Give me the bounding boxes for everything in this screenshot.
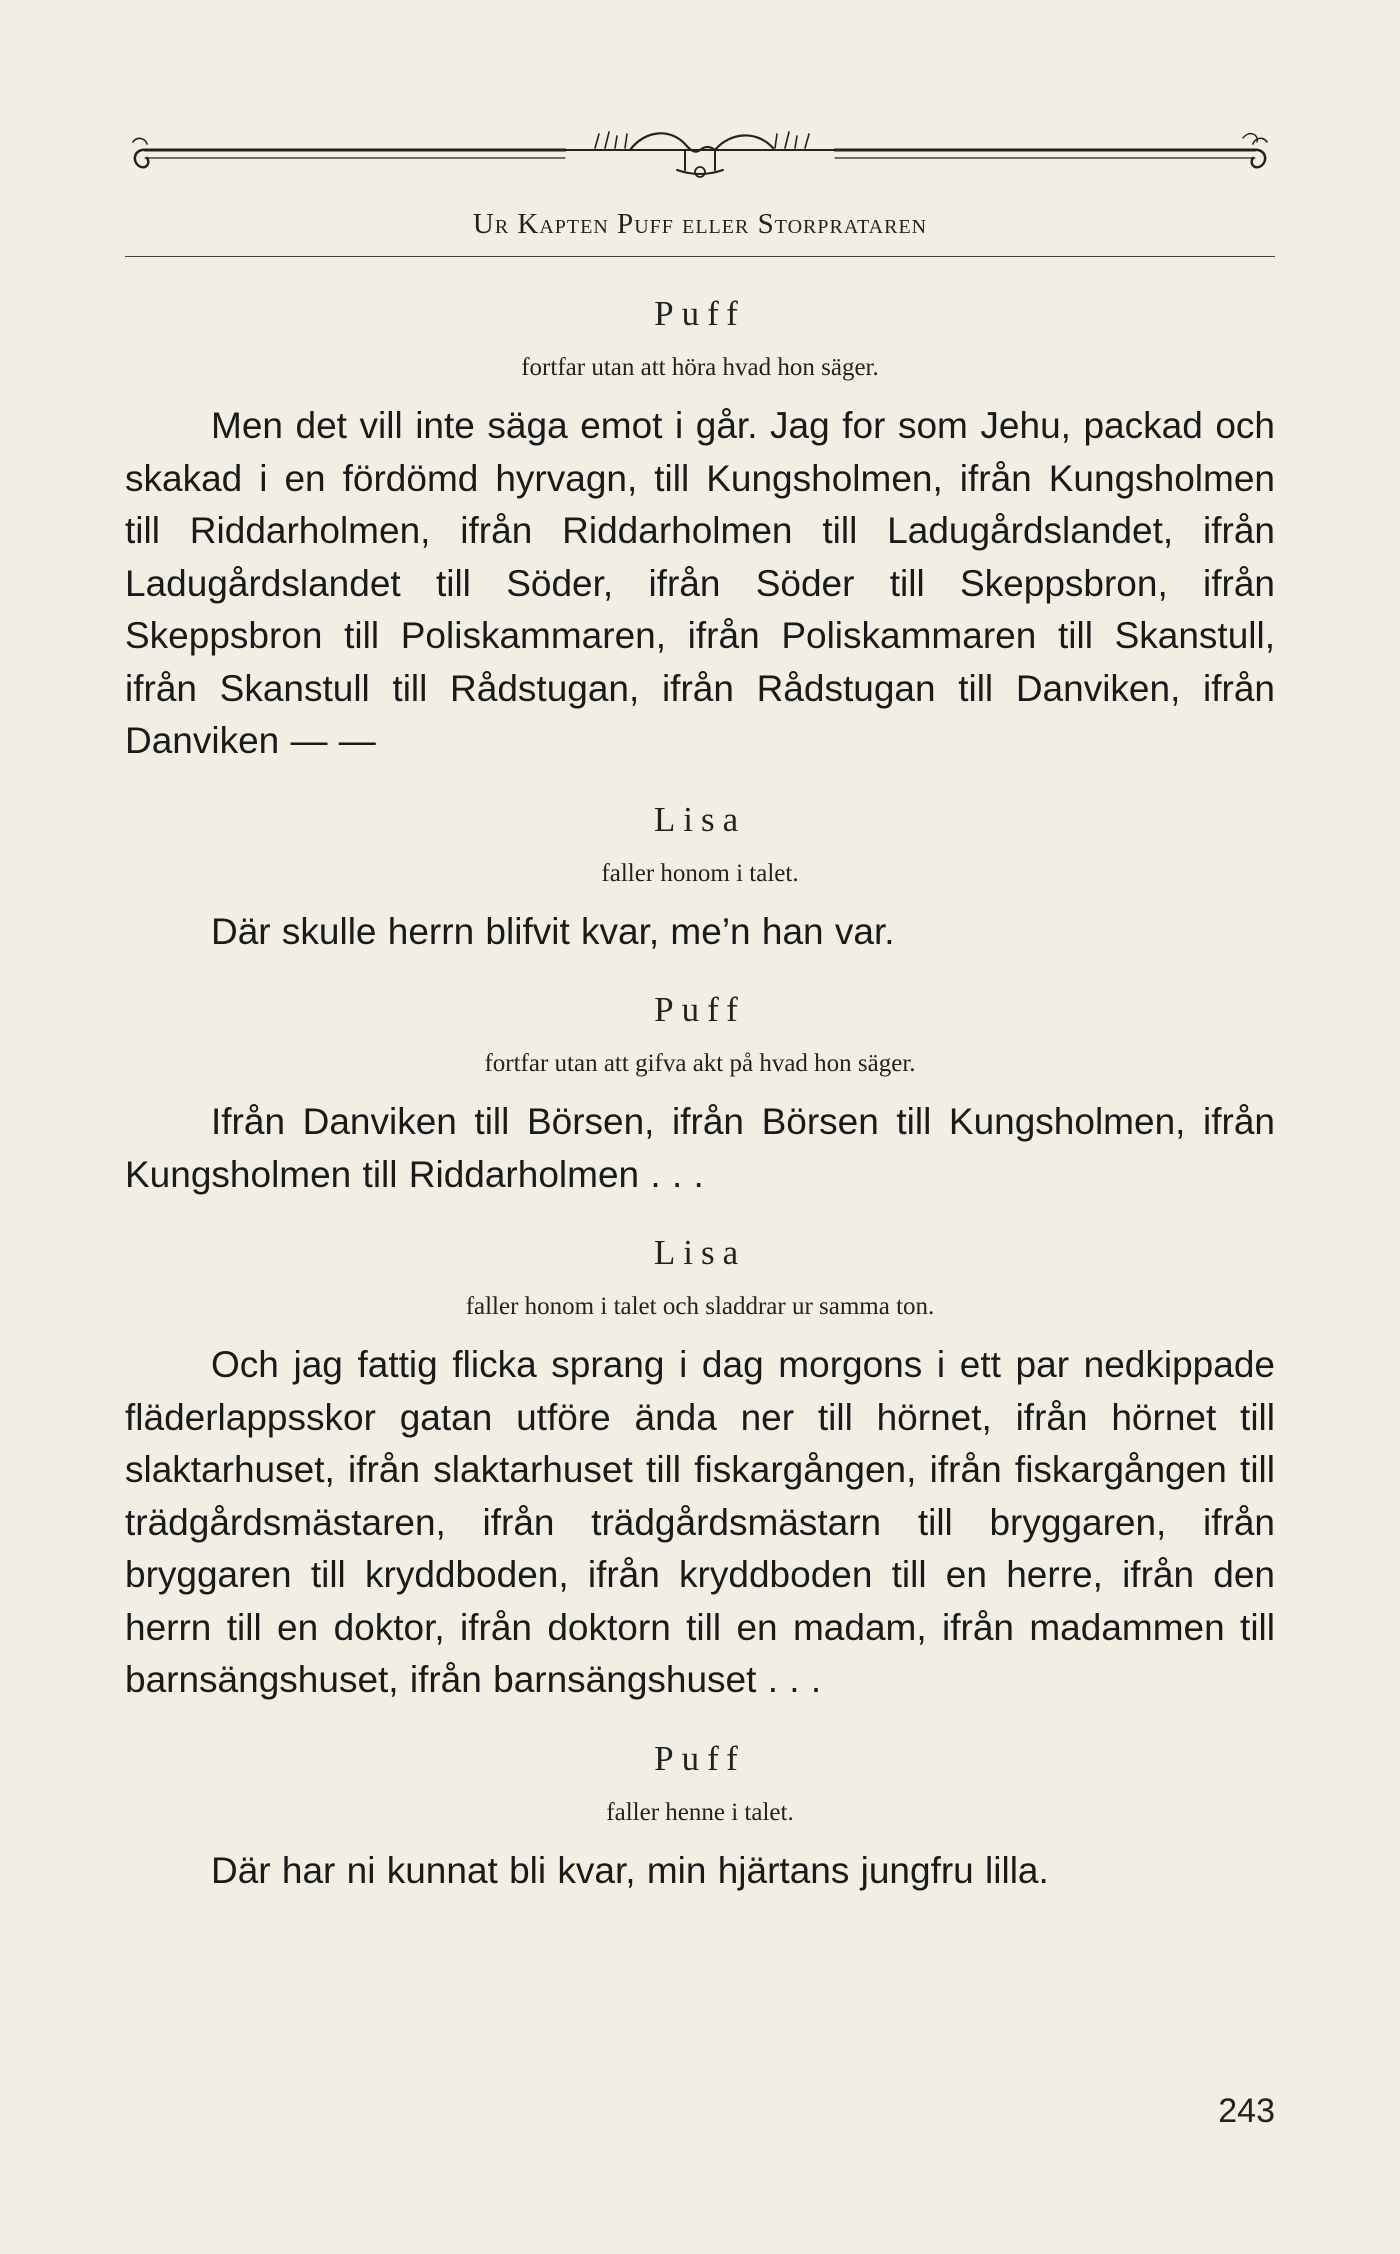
speaker-name: Puff — [654, 294, 746, 333]
stage-direction: faller henne i talet. — [606, 1798, 794, 1826]
page-number: 243 — [1218, 2092, 1275, 2130]
speech-text: Men det vill inte säga emot i går. Jag for som Jehu, packad och skakad i en fördömd hyrvagn, till Kungsholmen, ifrån Kungsholmen till Riddarholmen, ifrån Riddarholmen till Ladugårdslandet, ifrån Ladugårdslandet till Söder, ifrån Söder till Skeppsbron, ifrån Skeppsbron till Poliskammaren, ifrån Poliskammaren till Skanstull, ifrån Skanstull till Rådstugan, ifrån Rådstugan till Danviken, ifrån Danviken — — — [125, 405, 1275, 761]
speaker-name: Lisa — [653, 1233, 747, 1272]
header-ornament-icon — [125, 120, 1275, 200]
dialogue-block — [125, 986, 1275, 1201]
dialogue — [125, 290, 1275, 1925]
speaker-name: Puff — [654, 1738, 746, 1778]
stage-direction: faller honom i talet och sladdrar ur samma ton. — [465, 1293, 935, 1320]
stage-direction: fortfar utan att höra hvad hon säger. — [521, 354, 879, 381]
stage-direction: faller honom i talet. — [601, 859, 799, 887]
dialogue-block — [125, 290, 1275, 768]
dialogue-block — [125, 796, 1275, 959]
running-head: Ur Kapten Puff eller Storprataren — [472, 208, 928, 240]
stage-direction: fortfar utan att gifva akt på hvad hon säger. — [484, 1050, 916, 1077]
header-rule — [125, 256, 1275, 257]
speech-text: Och jag fattig flicka sprang i dag morgons i ett par nedkippade fläderlappsskor gatan utföre ända ner till hörnet, ifrån hörnet till slaktarhuset, ifrån slaktarhuset till fiskargången, ifrån fiskargången till trädgårdsmästaren, ifrån trädgårdsmästarn till bryggaren, ifrån bryggaren till kryddboden, ifrån kryddboden till en herre, ifrån den herrn till en doktor, ifrån doktorn till en madam, ifrån madammen till barnsängshuset, ifrån barnsängshuset . . . — [125, 1344, 1275, 1700]
book-page — [125, 120, 1275, 2210]
dialogue-block — [125, 1229, 1275, 1707]
speech-text: Där skulle herrn blifvit kvar, me’n han var. — [211, 910, 895, 952]
speech-text: Ifrån Danviken till Börsen, ifrån Börsen till Kungsholmen, ifrån Kungsholmen till Riddarholmen . . . — [125, 1101, 1275, 1195]
speaker-name: Lisa — [653, 799, 747, 839]
dialogue-block — [125, 1735, 1275, 1898]
speech-text: Där har ni kunnat bli kvar, min hjärtans jungfru lilla. — [211, 1849, 1049, 1891]
speaker-name: Puff — [654, 990, 746, 1029]
